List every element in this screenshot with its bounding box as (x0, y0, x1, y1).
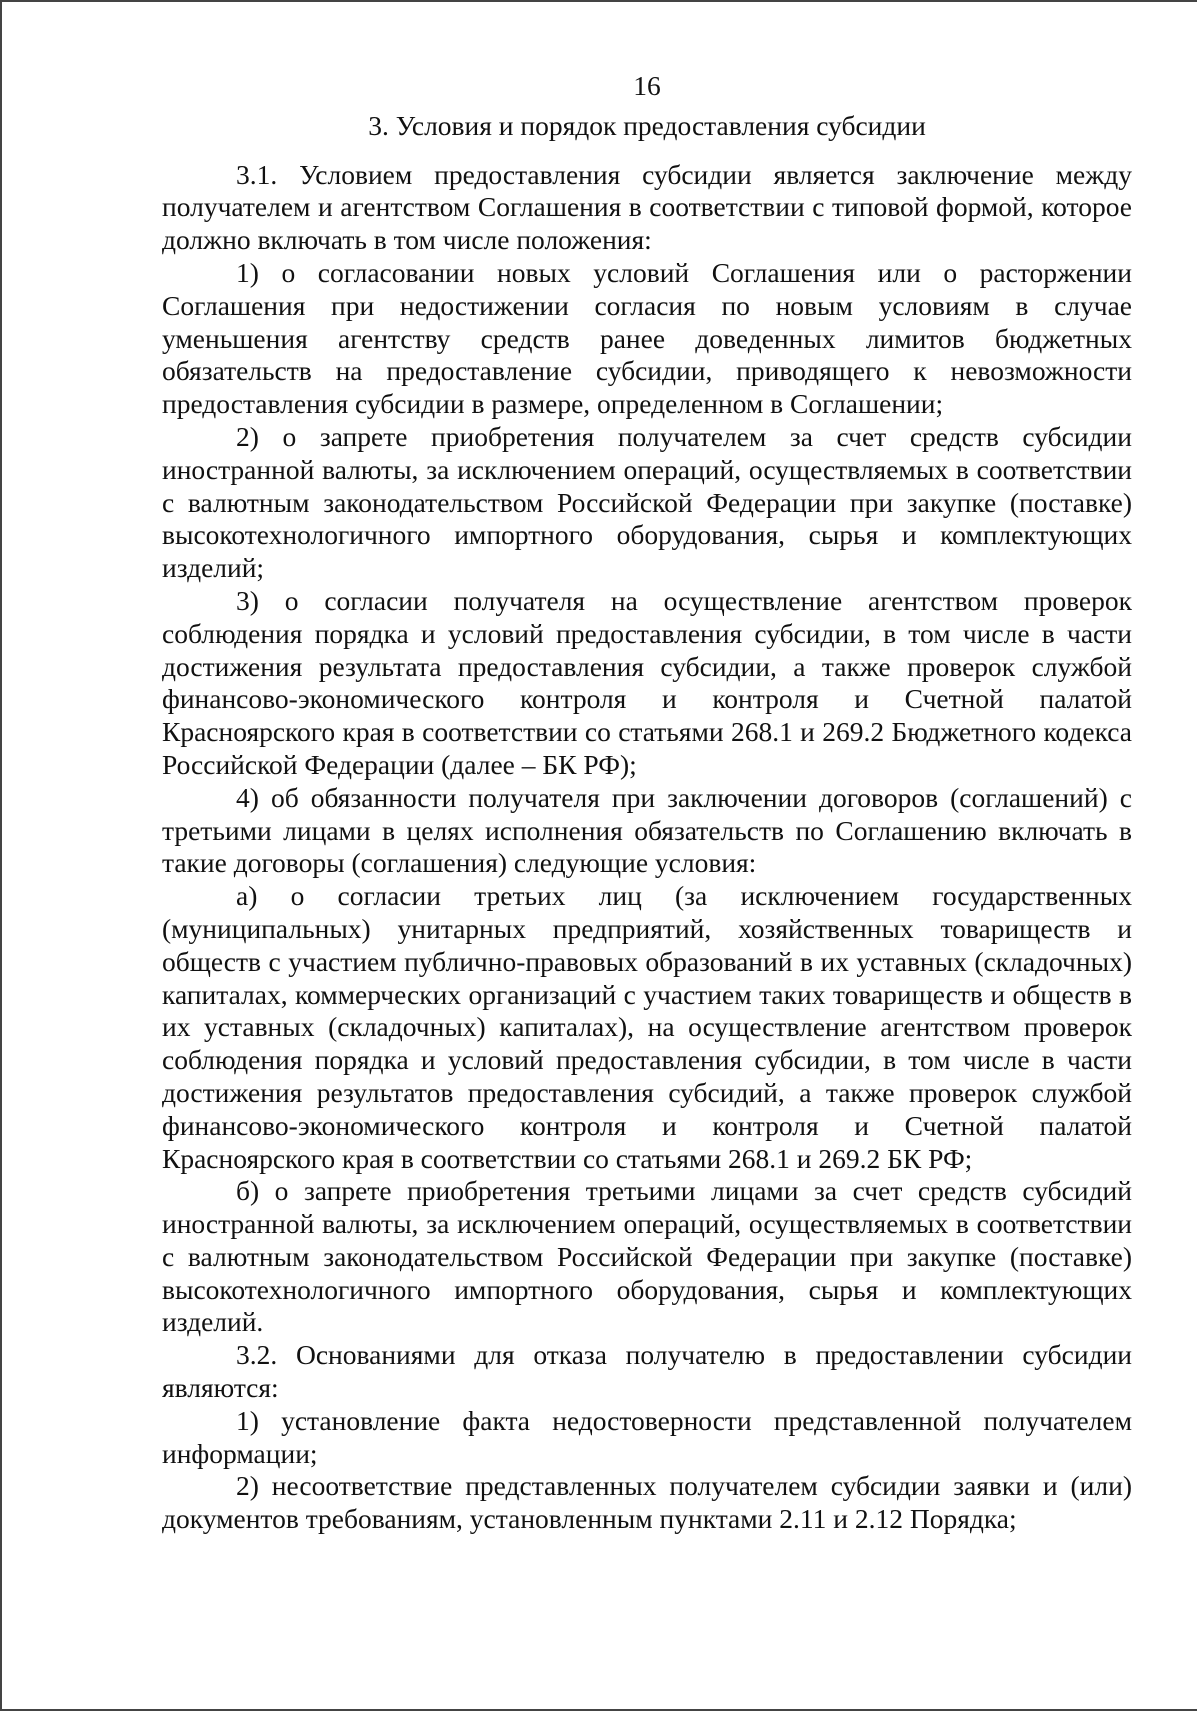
paragraph-item-4: 4) об обязанности получателя при заключении договоров (соглашений) с третьими лицами в целях исполнения обязательств по Соглашению включать в такие договоры (соглашения) следующие условия: (162, 781, 1132, 879)
section-title: 3. Условия и порядок предоставления субсидии (368, 109, 926, 141)
paragraph-item-a: а) о согласии третьих лиц (за исключением государственных (муниципальных) унитарных предприятий, хозяйственных товариществ и обществ с участием публично-правовых образований в их уставных (складочных) капиталах, коммерческих организаций с участием таких товариществ и обществ в их уставных (складочных) капиталах), на осуществление агентством проверок соблюдения порядка и условий предоставления субсидии, в том числе в части достижения результатов предоставления субсидий, а также проверок службой финансово-экономического контроля и контроля и Счетной палатой Красноярского края в соответствии со статьями 268.1 и 269.2 БК РФ; (162, 880, 1132, 1174)
paragraph-item-2: 2) о запрете приобретения получателем за счет средств субсидии иностранной валюты, за исключением операций, осуществляемых в соответствии с валютным законодательством Российской Федерации при закупке (поставке) высокотехнологичного импортного оборудования, сырья и комплектующих изделий; (162, 420, 1132, 584)
paragraph-item-1: 1) о согласовании новых условий Соглашения или о расторжении Соглашения при недостижении согласия по новым условиям в случае уменьшения агентству средств ранее доведенных лимитов бюджетных обязательств на предоставление субсидии, приводящего к невозможности предоставления субсидии в размере, определенном в Соглашении; (162, 256, 1132, 420)
paragraph-3-2: 3.2. Основаниями для отказа получателю в предоставлении субсидии являются: (162, 1339, 1132, 1404)
page-number: 16 (633, 70, 661, 101)
paragraph-item-3: 3) о согласии получателя на осуществление агентством проверок соблюдения порядка и условий предоставления субсидии, в том числе в части достижения результата предоставления субсидии, а также проверок службой финансово-экономического контроля и контроля и Счетной палатой Красноярского края в соответствии со статьями 268.1 и 269.2 Бюджетного кодекса Российской Федерации (далее – БК РФ); (162, 584, 1132, 780)
page-content (162, 70, 1132, 1536)
paragraph-refusal-1: 1) установление факта недостоверности представленной получателем информации; (162, 1404, 1132, 1469)
paragraph-refusal-2: 2) несоответствие представленных получателем субсидии заявки и (или) документов требованиям, установленным пунктами 2.11 и 2.12 Порядка; (162, 1470, 1132, 1535)
paragraph-3-1: 3.1. Условием предоставления субсидии является заключение между получателем и агентством Соглашения в соответствии с типовой формой, которое должно включать в том числе положения: (162, 158, 1132, 256)
paragraph-item-b: б) о запрете приобретения третьими лицами за счет средств субсидий иностранной валюты, за исключением операций, осуществляемых в соответствии с валютным законодательством Российской Федерации при закупке (поставке) высокотехнологичного импортного оборудования, сырья и комплектующих изделий. (162, 1175, 1132, 1338)
